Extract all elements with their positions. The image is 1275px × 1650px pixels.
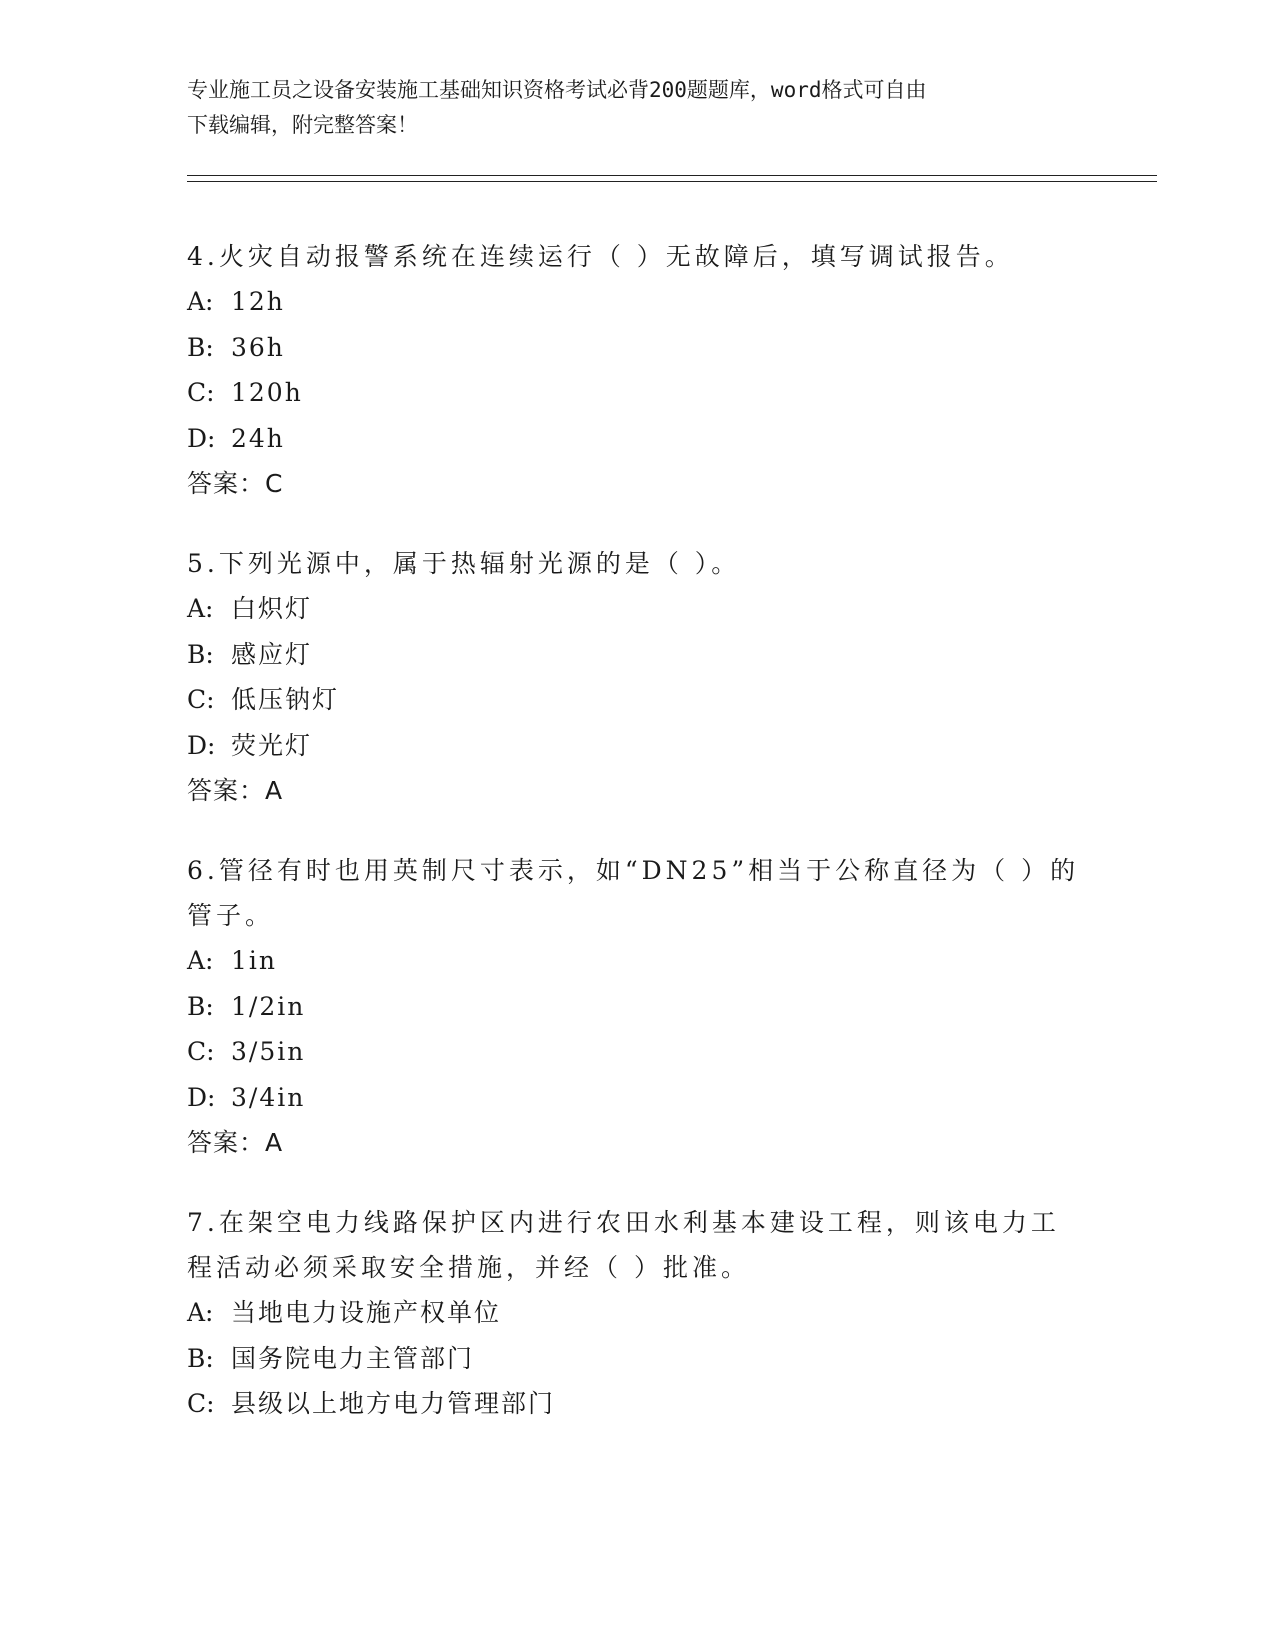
- option-text: 白炽灯: [231, 594, 313, 623]
- header-divider-top: [187, 175, 1157, 176]
- option-text: 县级以上地方电力管理部门: [231, 1389, 556, 1418]
- option-key: D:: [187, 1082, 216, 1112]
- header-line-2: 下载编辑，附完整答案！: [187, 113, 418, 137]
- option-text: 3/5in: [231, 1037, 306, 1066]
- header-line-1: 专业施工员之设备安装施工基础知识资格考试必背200题题库，word格式可自由: [187, 78, 927, 102]
- answer-key: 答案：A: [187, 1128, 284, 1157]
- option-key: A:: [187, 287, 214, 316]
- question-text: 6.管径有时也用英制尺寸表示，如“DN25”相当于公称直径为（ ）的管子。: [187, 856, 1080, 930]
- option-key: B:: [187, 1343, 214, 1373]
- option-text: 120h: [231, 378, 303, 407]
- option-key: C:: [187, 1389, 215, 1418]
- question-block: [187, 234, 1087, 507]
- answer-option: [187, 1290, 1087, 1336]
- option-key: A:: [187, 594, 214, 623]
- answer-option: [187, 632, 1087, 678]
- answer-option: [187, 370, 1087, 416]
- question-block: [187, 1200, 1087, 1427]
- header-divider-bottom: [187, 181, 1157, 182]
- answer-option: [187, 279, 1087, 325]
- option-text: 1/2in: [231, 991, 306, 1021]
- option-text: 1in: [231, 946, 278, 975]
- option-text: 3/4in: [231, 1082, 306, 1112]
- question-text: 7.在架空电力线路保护区内进行农田水利基本建设工程，则该电力工程活动必须采取安全措施，并经（ ）批准。: [187, 1208, 1060, 1282]
- option-key: B:: [187, 332, 214, 362]
- option-key: C:: [187, 685, 215, 714]
- option-text: 36h: [231, 332, 285, 362]
- option-key: C:: [187, 378, 215, 407]
- option-text: 低压钠灯: [231, 685, 340, 714]
- question-text: 5.下列光源中，属于热辐射光源的是（ ）。: [187, 549, 741, 578]
- option-key: C:: [187, 1037, 215, 1066]
- option-text: 24h: [231, 423, 285, 453]
- question-block: [187, 848, 1087, 1166]
- option-key: D:: [187, 423, 216, 453]
- option-text: 国务院电力主管部门: [231, 1343, 475, 1373]
- answer-option: [187, 1336, 1087, 1382]
- answer-option: [187, 416, 1087, 462]
- option-text: 荧光灯: [231, 730, 313, 760]
- option-key: A:: [187, 946, 214, 975]
- option-text: 当地电力设施产权单位: [231, 1298, 502, 1327]
- option-text: 12h: [231, 287, 285, 316]
- option-text: 感应灯: [231, 639, 313, 669]
- question-block: [187, 541, 1087, 814]
- option-key: A:: [187, 1298, 214, 1327]
- answer-option: [187, 586, 1087, 632]
- question-text: 4.火灾自动报警系统在连续运行（ ）无故障后，填写调试报告。: [187, 242, 1014, 271]
- answer-key: 答案：C: [187, 469, 284, 498]
- answer-option: [187, 984, 1087, 1030]
- answer-option: [187, 1381, 1087, 1427]
- answer-option: [187, 723, 1087, 769]
- document-header: [187, 73, 1087, 143]
- option-key: D:: [187, 730, 216, 760]
- answer-option: [187, 938, 1087, 984]
- answer-key: 答案：A: [187, 776, 284, 805]
- answer-option: [187, 1029, 1087, 1075]
- option-key: B:: [187, 991, 214, 1021]
- option-key: B:: [187, 639, 214, 669]
- answer-option: [187, 325, 1087, 371]
- question-list: [187, 234, 1087, 1461]
- answer-option: [187, 677, 1087, 723]
- answer-option: [187, 1075, 1087, 1121]
